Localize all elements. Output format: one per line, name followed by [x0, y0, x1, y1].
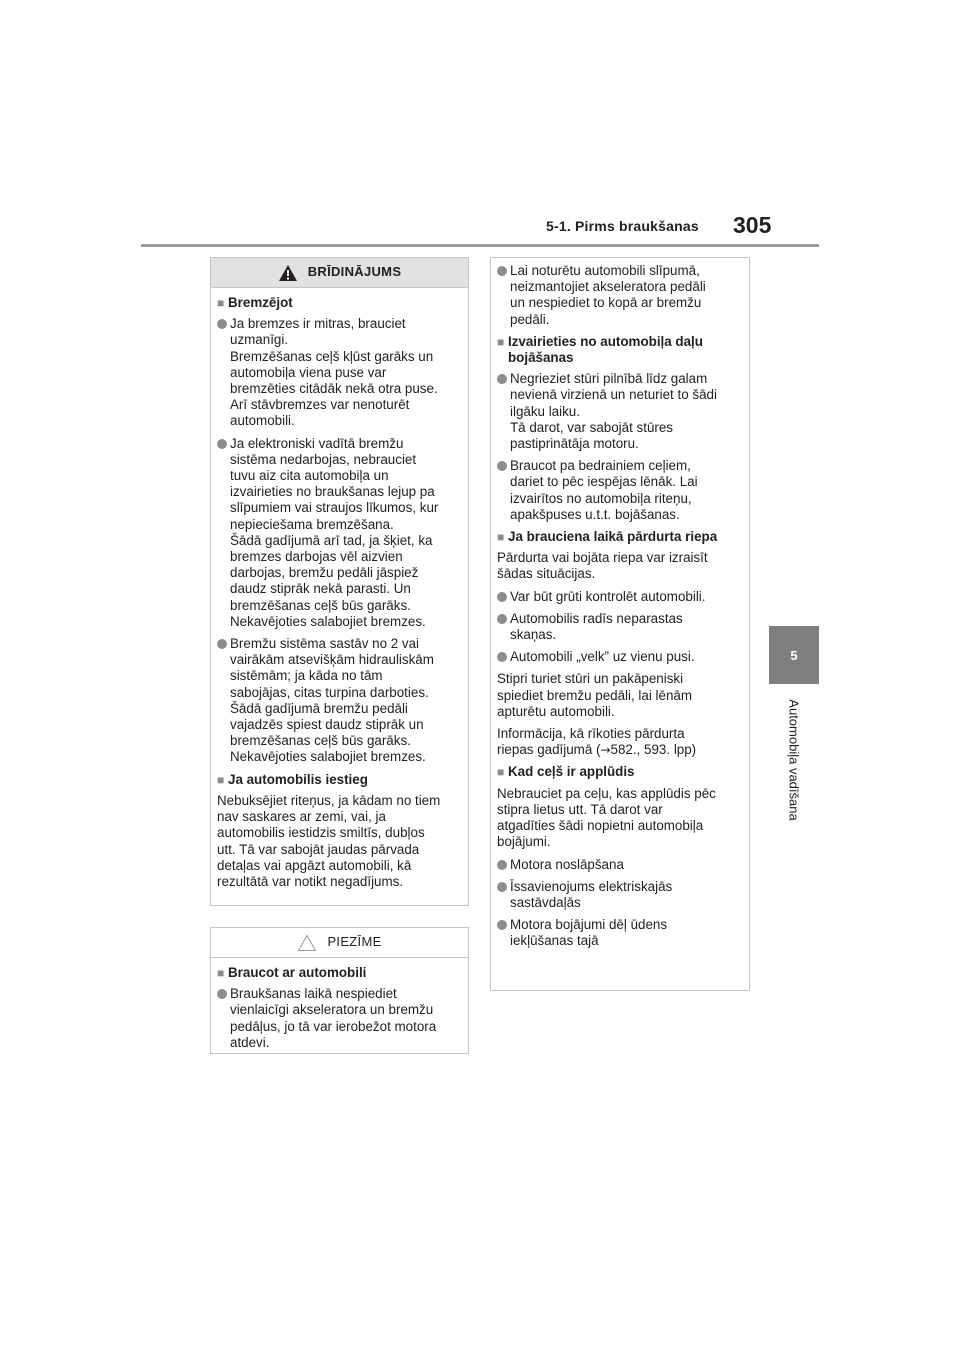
warning-continued-box	[490, 257, 750, 991]
page-reference-paragraph: Informācija, kā rīkoties pārdurta riepas gadījumā (→582., 593. lpp)	[497, 726, 697, 758]
list-item: Braukšanas laikā nespiediet vienlaicīgi akseleratora un bremžu pedāļus, jo tā var ierobežot motora atdevi.	[217, 986, 458, 1051]
notice-box	[210, 927, 469, 1054]
bullet-icon	[497, 614, 507, 624]
list-item: Automobili „velk” uz vienu pusi.	[497, 649, 739, 665]
list-item: Ja elektroniski vadītā bremžu sistēma nedarbojas, nebrauciet tuvu aiz cita automobiļa un izvairieties no braukšanas lejup pa slīpumiem vai straujos līkumos, kur nepieciešama bremzēšana. Šādā gadījumā arī tad, ja šķiet, ka bremzes darbojas vēl aizvien darbojas, bremžu pedāli jāspiež daudz stiprāk nekā parasti. Un bremzēšanas ceļš būs garāks. Nekavējoties salabojiet bremzes.	[217, 436, 458, 630]
bullet-icon	[497, 461, 507, 471]
bullet-icon	[497, 592, 507, 602]
square-bullet-icon: ■	[497, 530, 505, 545]
paragraph: Nebrauciet pa ceļu, kas applūdis pēc stipra lietus utt. Tā darot var atgadīties šādi nopietni automobiļa bojājumi.	[497, 785, 716, 850]
warning-icon	[278, 264, 298, 282]
header-divider	[141, 244, 819, 247]
square-bullet-icon: ■	[497, 334, 505, 349]
bullet-icon	[217, 639, 227, 649]
list-item: Ja bremzes ir mitras, brauciet uzmanīgi. Bremzēšanas ceļš kļūst garāks un automobiļa viena puse var bremzēties citādāk nekā otra puse. Arī stāvbremzes var nenoturēt automobili.	[217, 316, 458, 429]
list-item: Var būt grūti kontrolēt automobili.	[497, 589, 739, 605]
bullet-icon	[217, 319, 227, 329]
paragraph: Pārdurta vai bojāta riepa var izraisīt šādas situācijas.	[497, 550, 708, 582]
bullet-icon	[217, 439, 227, 449]
section-heading: ■ Kad ceļš ir applūdis	[497, 764, 635, 780]
bullet-icon	[217, 989, 227, 999]
notice-title: PIEZĪME	[327, 934, 382, 950]
list-item: Braucot pa bedrainiem ceļiem, dariet to pēc iespējas lēnāk. Lai izvairītos no automobiļa riteņu, apakšpuses u.t.t. bojāšanas.	[497, 458, 739, 523]
list-item: Negrieziet stūri pilnībā līdz galam nevienā virzienā un neturiet to šādi ilgāku laiku. Tā darot, var sabojāt stūres pastiprinātāja motoru.	[497, 371, 739, 452]
list-item: Automobilis radīs neparastas skaņas.	[497, 611, 739, 643]
warning-title: BRĪDINĀJUMS	[307, 264, 402, 280]
arrow-icon: →	[600, 743, 611, 758]
section-heading: ■ Bremzējot	[217, 295, 293, 310]
warning-box	[210, 257, 469, 906]
section-heading: ■ Ja automobilis iestieg	[217, 771, 368, 787]
bullet-icon	[497, 652, 507, 662]
warning-header	[211, 258, 468, 288]
chapter-label: Automobiļa vadīšana	[786, 699, 802, 821]
paragraph: Nebuksējiet riteņus, ja kādam no tiem nav saskares ar zemi, vai, ja automobilis iestidzis smiltīs, dubļos utt. Tā var sabojāt jaudas pārvada detaļas vai apgāzt automobili, kā rezultātā var notikt negadījums.	[217, 792, 441, 889]
section-heading: ■ Izvairieties no automobiļa daļu bojāšanas	[497, 333, 703, 366]
bullet-icon	[497, 374, 507, 384]
bullet-icon	[497, 860, 507, 870]
notice-header	[211, 928, 468, 958]
page-number: 305	[733, 212, 772, 238]
square-bullet-icon: ■	[217, 772, 225, 787]
list-item: Bremžu sistēma sastāv no 2 vai vairākām atsevišķām hidrauliskām sistēmām; ja kāda no tām sabojājas, citas turpina darboties. Šādā gadījumā bremžu pedāli vajadzēs spiest daudz stiprāk un bremzēšanas ceļš būs garāks. Nekavējoties salabojiet bremzes.	[217, 636, 458, 766]
square-bullet-icon: ■	[217, 296, 225, 310]
bullet-icon	[497, 920, 507, 930]
paragraph: Stipri turiet stūri un pakāpeniski spiediet bremžu pedāli, lai lēnām apturētu automobili.	[497, 671, 693, 719]
bullet-icon	[497, 882, 507, 892]
section-heading: ■ Braucot ar automobili	[217, 965, 367, 980]
bullet-icon	[497, 266, 507, 276]
square-bullet-icon: ■	[217, 966, 225, 980]
section-heading: ■ Ja brauciena laikā pārdurta riepa	[497, 529, 718, 545]
section-title: 5-1. Pirms braukšanas	[546, 218, 699, 234]
list-item: Motora bojājumi dēļ ūdens iekļūšanas tajā	[497, 917, 739, 949]
page-reference-link[interactable]: 582., 593. lpp)	[610, 742, 697, 758]
chapter-tab[interactable]	[769, 626, 819, 684]
caution-outline-icon	[297, 934, 317, 952]
list-item: Īssavienojums elektriskajās sastāvdaļās	[497, 879, 739, 911]
square-bullet-icon: ■	[497, 765, 505, 780]
chapter-number: 5	[790, 647, 798, 663]
list-item: Lai noturētu automobili slīpumā, neizmantojiet akseleratora pedāli un nespiediet to kopā ar bremžu pedāli.	[497, 263, 739, 328]
list-item: Motora noslāpšana	[497, 857, 739, 873]
